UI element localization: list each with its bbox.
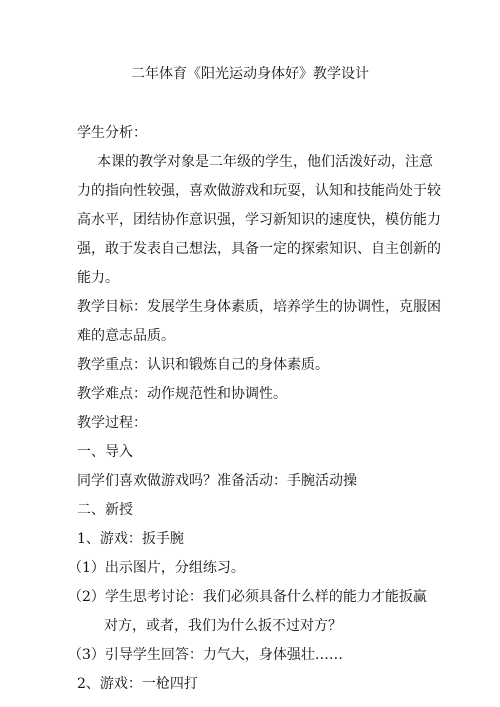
- document-title: 二年体育《阳光运动身体好》教学设计: [131, 66, 369, 82]
- section-intro-heading: 一、导入: [77, 444, 133, 460]
- step-1: （1）出示图片，分组练习。: [68, 560, 245, 576]
- step-3: （3）引导学生回答：力气大，身体强壮……: [68, 647, 343, 663]
- game-2-heading: 2、游戏：一枪四打: [77, 676, 198, 692]
- teaching-difficulty: 教学难点：动作规范性和协调性。: [77, 386, 287, 402]
- game-1-heading: 1、游戏：扳手腕: [77, 531, 184, 547]
- analysis-line-1: 本课的教学对象是二年级的学生，他们活泼好动，注意: [97, 154, 433, 170]
- step-2-line-2: 对方，或者，我们为什么扳不过对方？: [104, 618, 342, 634]
- teaching-key-point: 教学重点：认识和锻炼自己的身体素质。: [77, 357, 329, 373]
- student-analysis-heading: 学生分析：: [77, 125, 147, 141]
- analysis-line-5: 能力。: [77, 270, 119, 286]
- teaching-goal-line-1: 教学目标：发展学生身体素质，培养学生的协调性，克服困: [77, 299, 441, 315]
- teaching-goal-line-2: 难的意志品质。: [77, 328, 175, 344]
- step-2-line-1: （2）学生思考讨论：我们必须具备什么样的能力才能扳赢: [68, 589, 427, 605]
- teaching-process-heading: 教学过程：: [77, 415, 147, 431]
- analysis-line-4: 强，敢于发表自己想法，具备一定的探索知识、自主创新的: [77, 241, 441, 257]
- intro-text: 同学们喜欢做游戏吗？准备活动：手腕活动操: [77, 473, 357, 489]
- section-new-lesson-heading: 二、新授: [77, 502, 133, 518]
- analysis-line-2: 力的指向性较强，喜欢做游戏和玩耍，认知和技能尚处于较: [77, 183, 441, 199]
- analysis-line-3: 高水平，团结协作意识强，学习新知识的速度快，模仿能力: [77, 212, 441, 228]
